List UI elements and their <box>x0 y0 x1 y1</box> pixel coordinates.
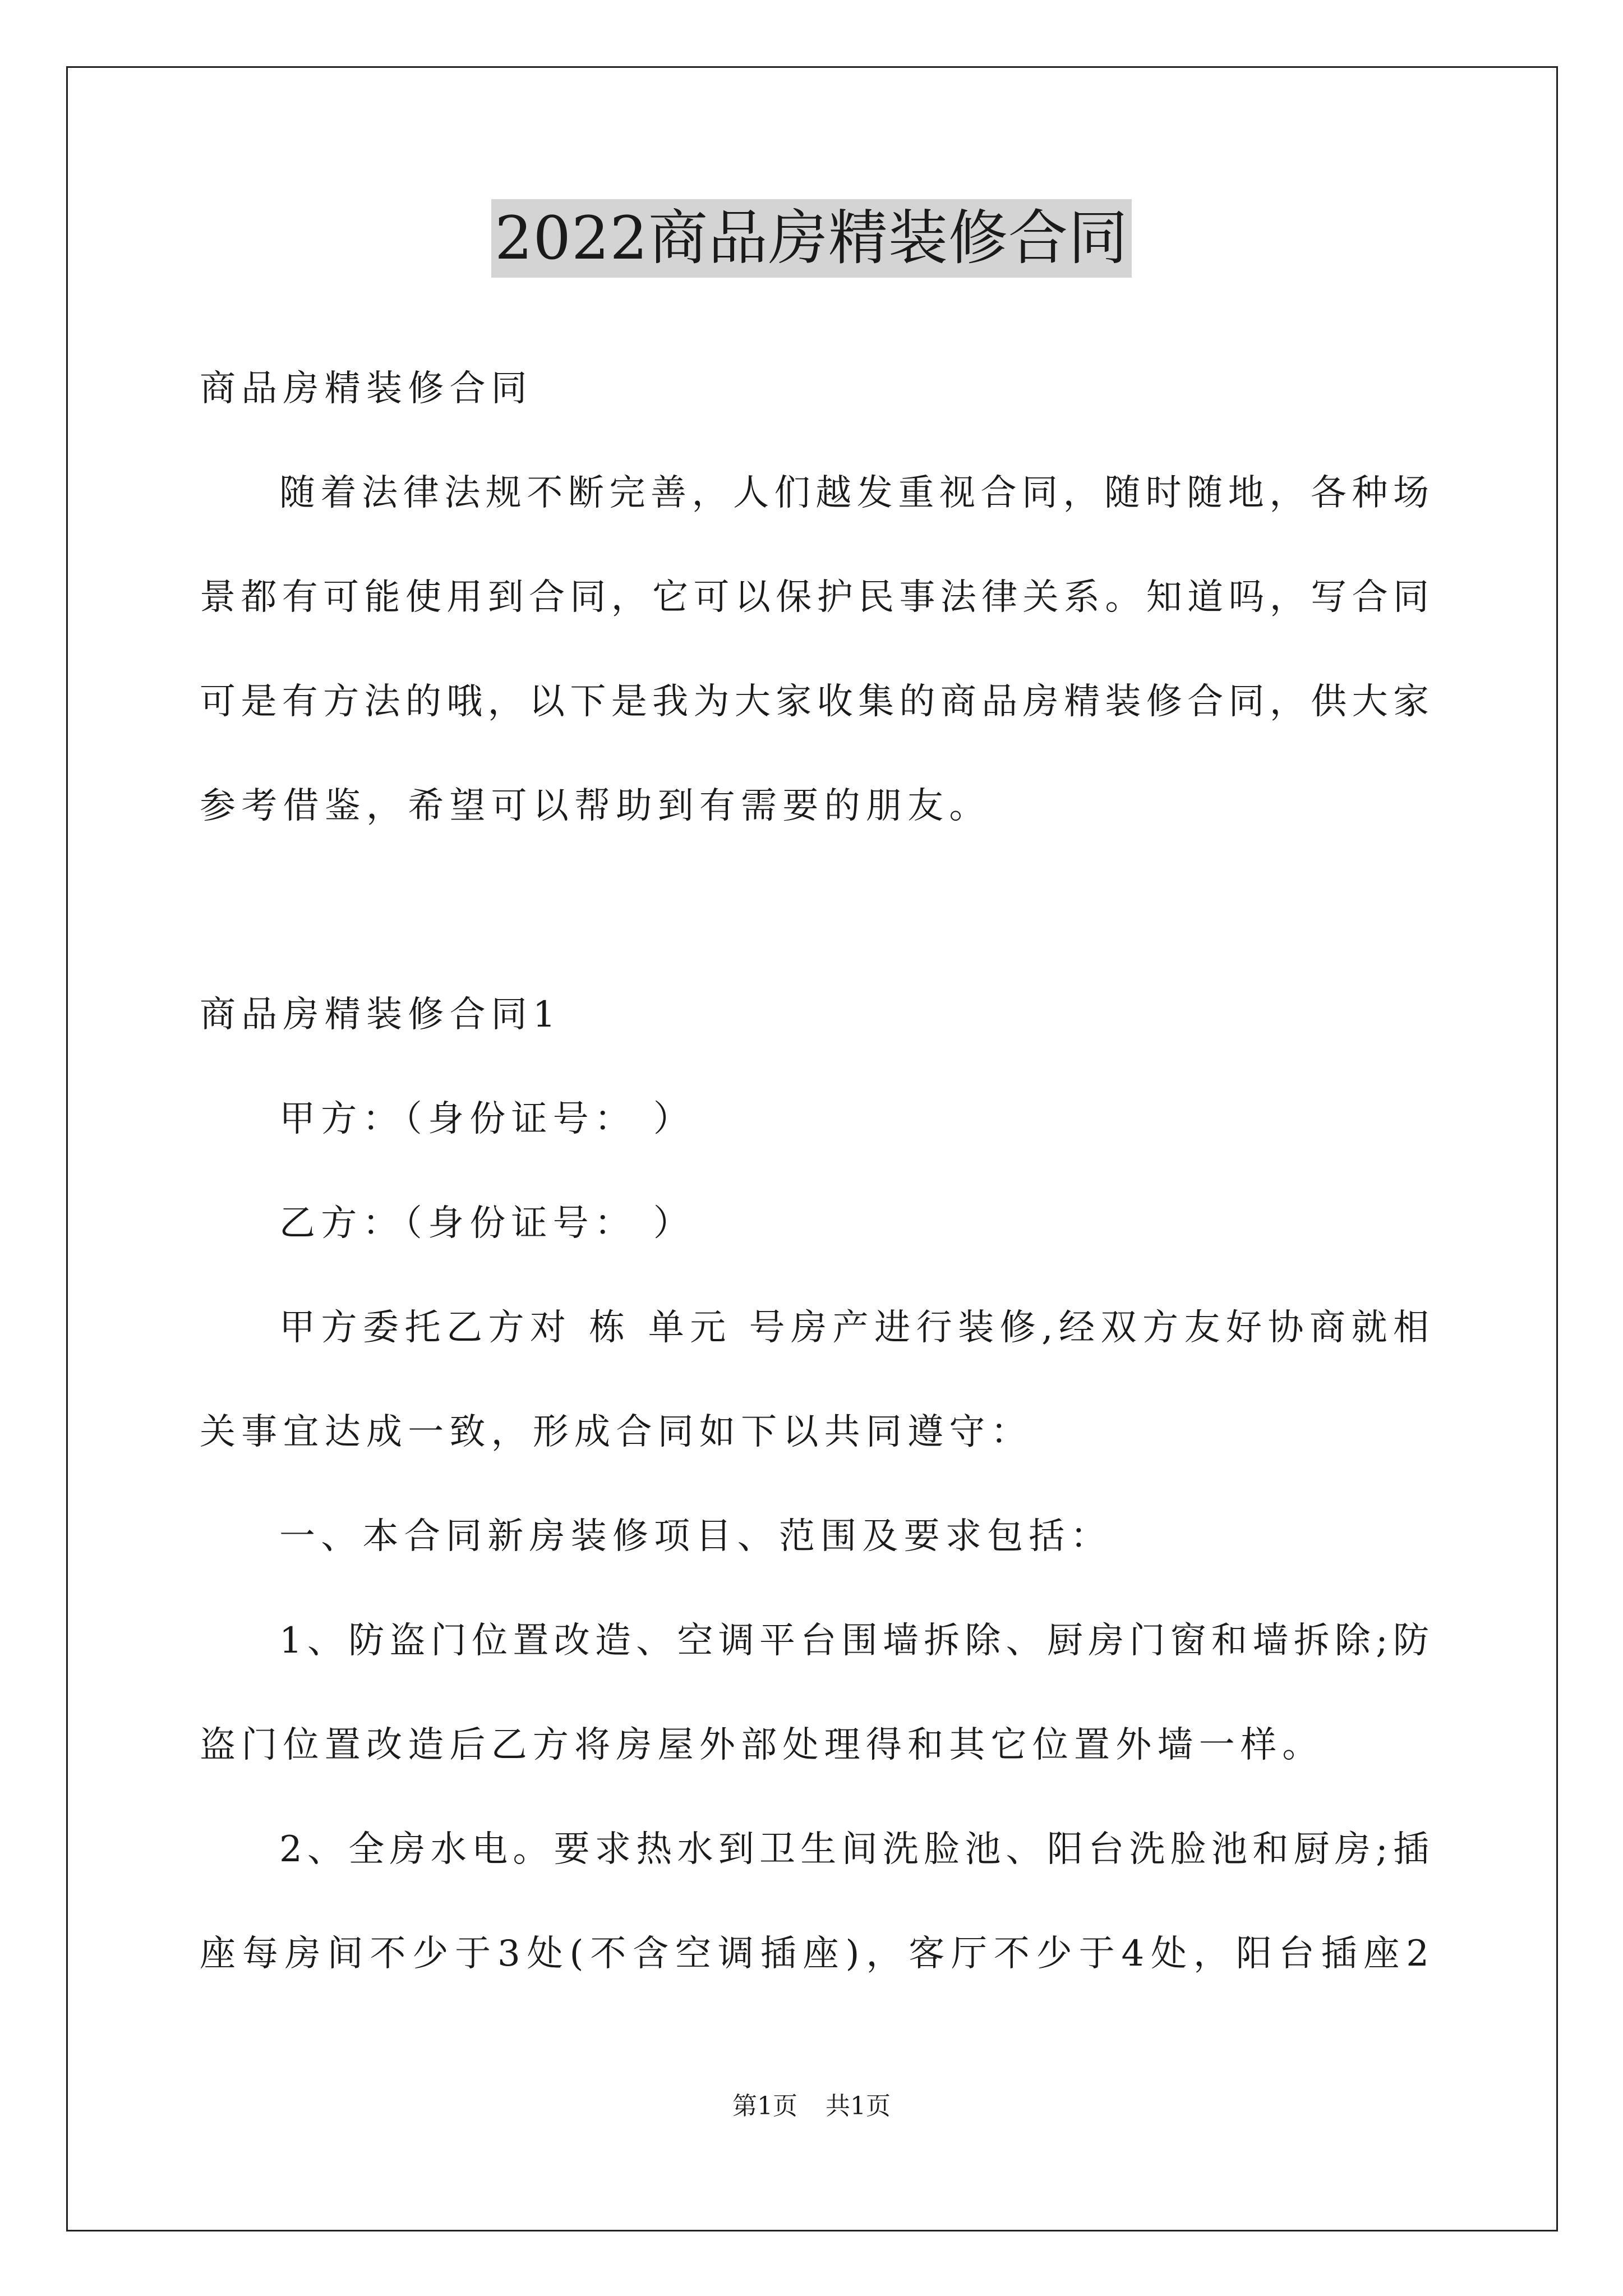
document-title: 2022商品房精装修合同 <box>491 199 1132 278</box>
paragraph-line: 盗门位置改造后乙方将房屋外部处理得和其它位置外墙一样。 <box>200 1724 1324 1766</box>
paragraph-line: 甲方委托乙方对 栋 单元 号房产进行装修,经双方友好协商就相 <box>279 1307 1429 1349</box>
document-body <box>200 337 1429 2006</box>
paragraph-line: 关事宜达成一致，形成合同如下以共同遵守： <box>200 1411 1032 1453</box>
section-heading: 商品房精装修合同1 <box>200 994 561 1036</box>
paragraph-line: 座每房间不少于3处(不含空调插座)，客厅不少于4处，阳台插座2 <box>200 1933 1429 1975</box>
paragraph-line: 景都有可能使用到合同，它可以保护民事法律关系。知道吗，写合同 <box>200 577 1429 618</box>
title-container <box>0 199 1623 278</box>
paragraph-line: 随着法律法规不断完善，人们越发重视合同，随时随地，各种场 <box>279 472 1429 514</box>
clause-heading: 一、本合同新房装修项目、范围及要求包括： <box>279 1516 1112 1557</box>
page-number: 第1页 <box>732 2092 797 2120</box>
paragraph-line: 1、防盗门位置改造、空调平台围墙拆除、厨房门窗和墙拆除;防 <box>279 1620 1429 1662</box>
party-a-line: 甲方：（身份证号： ） <box>279 1098 695 1140</box>
party-b-line: 乙方：（身份证号： ） <box>279 1203 695 1244</box>
subtitle: 商品房精装修合同 <box>200 368 533 409</box>
paragraph-line: 参考借鉴，希望可以帮助到有需要的朋友。 <box>200 785 991 827</box>
blank-line <box>200 858 1429 963</box>
page-footer <box>0 2090 1623 2123</box>
paragraph-line: 可是有方法的哦，以下是我为大家收集的商品房精装修合同，供大家 <box>200 681 1429 723</box>
paragraph-line: 2、全房水电。要求热水到卫生间洗脸池、阳台洗脸池和厨房;插 <box>279 1829 1429 1870</box>
page-total: 共1页 <box>826 2092 891 2120</box>
